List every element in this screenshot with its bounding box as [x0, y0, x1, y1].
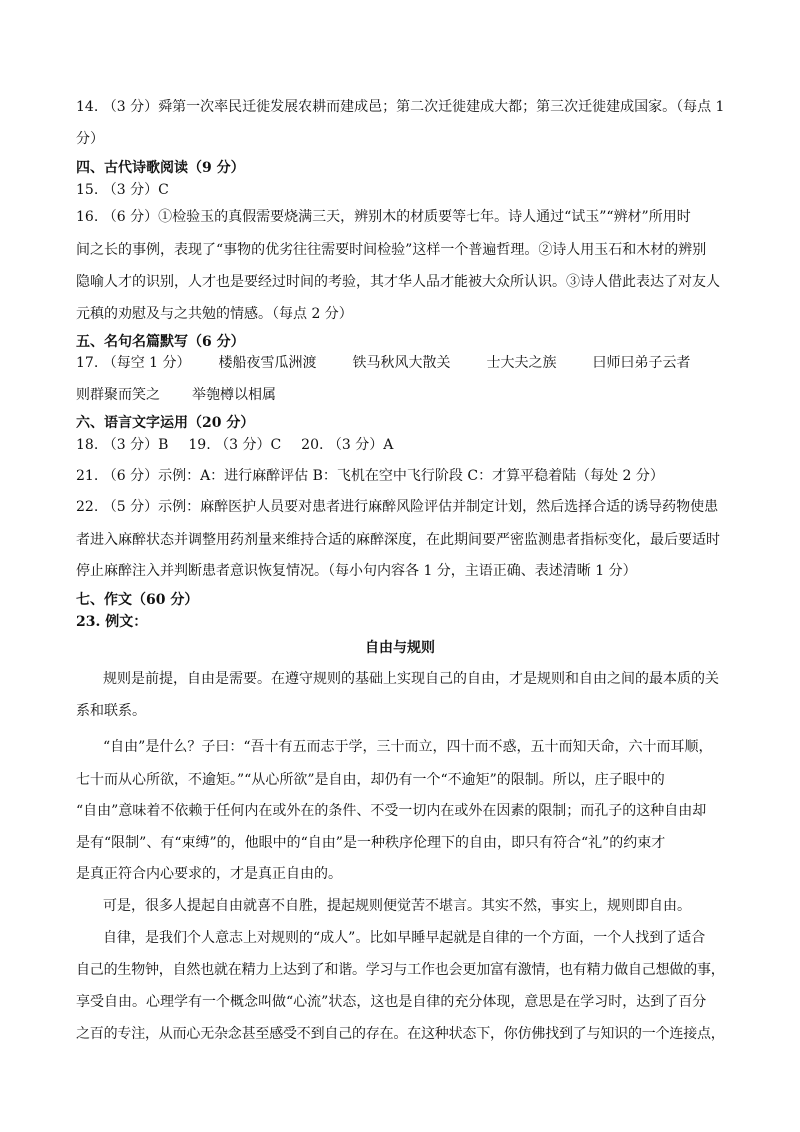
essay-line: 规则是前提，自由是需要。在遵守规则的基础上实现自己的自由，才是规则和自由之间的最本质的关 [103, 671, 719, 687]
q18-answer: 18. （3 分）B [76, 437, 169, 453]
essay-line: 是有“限制”、有“束缚”的，他眼中的“自由”是一种秩序伦理下的自由，即只有符合“礼”的约束才 [76, 835, 666, 851]
essay-line: 可是，很多人提起自由就喜不自胜，提起规则便觉苦不堪言。其实不然，事实上，规则即自由。 [103, 898, 691, 914]
essay-line: 之百的专注，从而心无杂念甚至感受不到自己的存在。在这种状态下，你仿佛找到了与知识的一个连接点， [76, 1026, 725, 1042]
q17-answer-1: 楼船夜雪瓜洲渡 [218, 355, 317, 371]
q16-line-1: 16. （6 分）①检验玉的真假需要烧满三天，辨别木的材质要等七年。诗人通过“试玉”“辨材”所用时 [76, 209, 691, 225]
q17-answer-6: 举匏樽以相属 [192, 387, 276, 403]
essay-line: 自律，是我们个人意志上对规则的“成人”。比如早睡早起就是自律的一个方面，一个人找到了适合 [103, 930, 706, 946]
q16-line-3: 隐喻人才的识别，人才也是要经过时间的考验，其才华人品才能被大众所认识。③诗人借此表达了对友人 [76, 274, 720, 290]
q17-answer-2: 铁马秋风大散关 [352, 355, 451, 371]
q22-line-2: 者进入麻醉状态并调整用药剂量来维持合适的麻醉深度，在此期间要严密监测患者指标变化，最后要适时 [76, 532, 720, 548]
essay-line: 系和联系。 [76, 703, 146, 719]
q16-line-4: 元稹的劝慰及与之共勉的情感。（每点 2 分） [76, 306, 353, 322]
q16-line-2: 间之长的事例，表现了“事物的优劣往往需要时间检验”这样一个普遍哲理。②诗人用玉石和木材的辨别 [76, 242, 707, 258]
q23-label: 23. 例文： [76, 614, 148, 630]
essay-line: 七十而从心所欲，不逾矩。”“从心所欲”是自由，却仍有一个“不逾矩”的限制。所以，庄子眼中的 [76, 772, 665, 788]
q15-answer: 15. （3 分）C [76, 182, 169, 198]
q17-answer-4: 曰师曰弟子云者 [592, 355, 691, 371]
q17-prefix: 17. （每空 1 分） [76, 355, 191, 371]
essay-title: 自由与规则 [365, 640, 435, 656]
q19-answer: 19. （3 分）C [188, 437, 282, 453]
essay-line: “自由”是什么？子曰：“吾十有五而志于学，三十而立，四十而不惑，五十而知天命，六十而耳顺， [103, 739, 713, 755]
section-4-heading: 四、古代诗歌阅读（9 分） [76, 160, 245, 176]
essay-line: “自由”意味着不依赖于任何内在或外在的条件、不受一切内在或外在因素的限制；而孔子的这种自由却 [76, 803, 707, 819]
q22-line-3: 停止麻醉注入并判断患者意识恢复情况。（每小句内容各 1 分，主语正确、表述清晰 1 分） [76, 563, 637, 579]
section-6-heading: 六、语言文字运用（20 分） [76, 415, 255, 431]
essay-line: 享受自由。心理学有一个概念叫做“心流”状态，这也是自律的充分体现，意思是在学习时，达到了百分 [76, 994, 707, 1010]
section-5-heading: 五、名句名篇默写（6 分） [76, 334, 245, 350]
q17-answer-3: 士大夫之族 [486, 355, 557, 371]
essay-line: 是真正符合内心要求的，才是真正自由的。 [76, 866, 342, 882]
q20-answer: 20. （3 分）A [301, 437, 394, 453]
essay-line: 自己的生物钟，自然也就在精力上达到了和谐。学习与工作也会更加富有激情，也有精力做自己想做的事， [76, 962, 725, 978]
q17-row-2 [76, 385, 726, 405]
q18-20-row [76, 435, 726, 455]
q21-answer: 21. （6 分）示例：A：进行麻醉评估 B：飞机在空中飞行阶段 C：才算平稳着陆（每处 2 分） [76, 468, 664, 484]
q22-line-1: 22. （5 分）示例：麻醉医护人员要对患者进行麻醉风险评估并制定计划，然后选择合适的诱导药物使患 [76, 499, 719, 515]
q17-row-1 [76, 353, 726, 373]
q14-line-2: 分） [76, 131, 104, 147]
section-7-heading: 七、作文（60 分） [76, 592, 199, 608]
q14-line-1: 14. （3 分）舜第一次率民迁徙发展农耕而建成邑；第二次迁徙建成大都；第三次迁徙建成国家。（每点 1 [76, 99, 725, 115]
q17-answer-5: 则群聚而笑之 [76, 387, 160, 403]
